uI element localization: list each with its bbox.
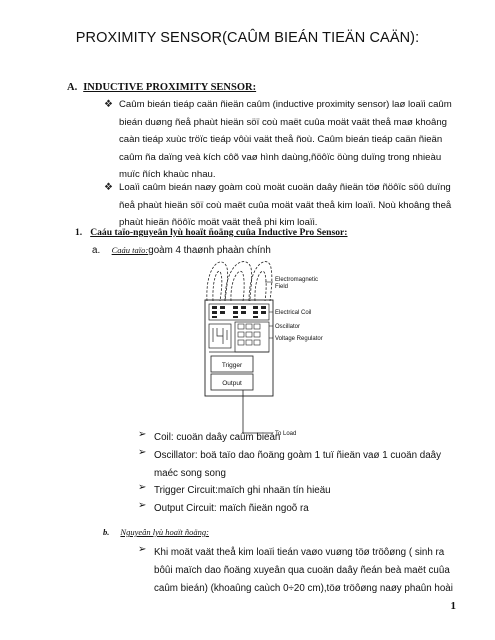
item-b-label: Nguyeân lyù hoaït ñoäng: <box>120 527 209 537</box>
principle-line-3: caûm bieán) (khoaûng caùch 0÷20 cm),töø tröôøng naøy phaûn hoài <box>154 582 453 594</box>
item-a-text: goàm 4 thaønh phaàn chính <box>148 245 271 256</box>
oscillator-label: Oscillator <box>275 324 301 330</box>
bullet-1-text <box>119 96 469 184</box>
section-a-label: A. <box>67 82 78 93</box>
bullet-paragraph-1 <box>104 96 484 186</box>
bullet-2-text <box>119 179 469 232</box>
oscillator-circuit <box>209 322 269 352</box>
page-number: 1 <box>450 600 456 612</box>
list-item <box>138 429 468 447</box>
component-output: Output Circuit: maïch ñieän ngoõ ra <box>154 503 309 515</box>
coil-label: Electrical Coil <box>275 310 312 316</box>
item-a-letter: a. <box>92 245 101 256</box>
component-oscillator: Oscillator: boä taïo dao ñoäng goàm 1 tuï ñieän vaø 1 cuoän daây <box>154 449 442 461</box>
list-item <box>138 500 468 518</box>
component-coil: Coil: cuoän daây caûm bieán <box>154 432 281 443</box>
arrow-bullet-icon: ➢ <box>138 482 147 494</box>
bullet-1-line-5: muïc ñích khaùc nhau. <box>119 169 216 181</box>
arrow-bullet-icon: ➢ <box>138 429 147 440</box>
arrow-bullet-icon: ➢ <box>138 446 147 458</box>
section-a-title: INDUCTIVE PROXIMITY SENSOR: <box>83 82 257 93</box>
electromagnetic-field-lines <box>207 262 272 301</box>
section-1-heading <box>75 227 348 238</box>
list-item <box>138 482 468 500</box>
bullet-1-line-4: caûm ña daïng veà kích côõ vaø hình daùng,ñöôïc öùng duïng trong nhieàu <box>119 151 442 163</box>
to-load-label: To Load <box>275 431 297 437</box>
component-oscillator-cont: maéc song song <box>154 467 226 479</box>
diamond-bullet-icon: ❖ <box>104 182 113 193</box>
principle-text <box>154 544 474 597</box>
component-list <box>138 429 468 519</box>
arrow-bullet-icon: ➢ <box>138 544 147 555</box>
voltage-regulator-label: Voltage Regulator <box>275 336 323 342</box>
bullet-1-line-1: Caûm bieán tieáp caän ñieän caûm (inductive proximity sensor) laø loaïi caûm <box>119 99 452 110</box>
inductive-sensor-diagram <box>195 256 355 442</box>
bullet-1-line-2: bieán duøng ñeå phaùt hieän söï coù maët cuûa moät vaät theå maø khoâng <box>119 116 448 128</box>
principle-line-2: bôûi maïch dao ñoäng xuyeân qua cuoän daây ñeán beà maët cuûa <box>154 564 450 576</box>
output-label: Output <box>222 380 242 387</box>
bullet-2-line-2: ñeå phaùt hieän söï coù maët cuûa moät vaät theå kim loaïi. Noù khoâng theå <box>119 199 452 211</box>
principle-line-1: Khi moät vaät theå kim loaïi tieán vaøo vuøng töø tröôøng ( sinh ra <box>154 547 445 558</box>
diamond-bullet-icon: ❖ <box>104 99 113 110</box>
section-1-number: 1. <box>75 227 83 238</box>
item-a-line <box>92 245 271 256</box>
electrical-coil-icon <box>209 304 269 320</box>
page-title: PROXIMITY SENSOR(CAÛM BIEÁN TIEÄN CAÄN): <box>75 30 420 46</box>
bullet-2-line-3: phaùt hieän ñöôïc moät vaät theå phi kim loaïi. <box>119 217 318 229</box>
list-item <box>138 447 468 465</box>
bullet-paragraph-2 <box>104 179 484 233</box>
principle-paragraph <box>138 544 468 604</box>
section-1-title: Caáu taïo-nguyeân lyù hoaït ñoäng cuûa Inductive Pro Sensor: <box>90 227 348 238</box>
item-a-label: Caáu taïo: <box>111 245 149 255</box>
bullet-1-line-3: caàn tieáp xuùc tröïc tieáp vôùi vaät theå ñoù. Caûm bieán tieáp caän ñieän <box>119 134 443 146</box>
component-trigger: Trigger Circuit:maïch ghi nhaän tín hieäu <box>154 485 331 497</box>
trigger-label: Trigger <box>221 362 243 369</box>
bullet-2-line-1: Loaïi caûm bieán naøy goàm coù moät cuoän daây ñieän töø ñöôïc söû duïng <box>119 182 451 193</box>
item-b-line <box>103 527 209 537</box>
arrow-bullet-icon: ➢ <box>138 500 147 512</box>
output-wire <box>243 390 273 433</box>
list-item-continuation <box>138 465 468 483</box>
em-field-label-1: Electromagnetic <box>275 277 319 283</box>
em-field-label-2: Field <box>275 284 289 290</box>
section-a-heading <box>67 81 256 93</box>
item-b-letter: b. <box>103 527 110 537</box>
